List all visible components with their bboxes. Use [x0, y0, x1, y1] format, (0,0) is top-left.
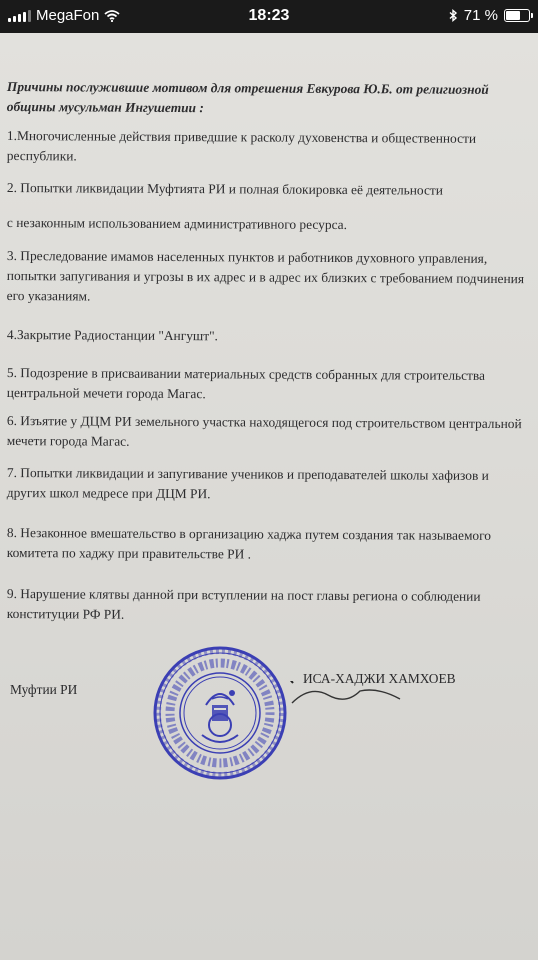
document-page — [0, 33, 538, 960]
status-time: 18:23 — [248, 7, 290, 24]
status-bar — [0, 0, 538, 33]
document-item-1: 1.Многочисленные действия приведшие к расколу духовенства и общественности республики. — [6, 127, 477, 164]
battery-fill — [506, 11, 520, 20]
battery-percent: 71 % — [463, 7, 498, 24]
document-item-6: 6. Изъятие у ДЦМ РИ земельного участка находящегося под строительством центральной мечети города Магас. — [6, 412, 522, 449]
bluetooth-icon — [449, 9, 458, 22]
official-seal-stamp — [152, 645, 288, 781]
document-item-7: 7. Попытки ликвидации и запугивание учеников и преподавателей школы хафизов и других школ медресе при ДЦМ РИ. — [6, 464, 489, 502]
document-item-8: 8. Незаконное вмешательство в организацию хаджа путем создания так называемого комитета по хаджу при правительстве РИ . — [6, 525, 492, 562]
signature-label: Муфтии РИ — [10, 682, 78, 697]
document-item-9: 9. Нарушение клятвы данной при вступлении на пост главы региона о соблюдении конституции РФ РИ. — [6, 585, 481, 622]
signer-name: ИСА-ХАДЖИ ХАМХОЕВ — [303, 671, 456, 686]
carrier-name: MegaFon — [36, 7, 100, 24]
document-item-2: 2. Попытки ликвидации Муфтията РИ и полная блокировка её деятельности — [6, 179, 444, 198]
document-item-5: 5. Подозрение в присваивании материальных средств собранных для строительства центральной мечети города Магас. — [6, 364, 486, 402]
status-right — [449, 7, 530, 24]
document-item-4: 4.Закрытие Радиостанции "Ангушт". — [6, 326, 218, 344]
battery-icon — [504, 9, 530, 22]
document-item-3: 3. Преследование имамов населенных пунктов и работников духовного управления, попытки запугивания и угрозы в их адрес и в адрес их близких с требованием подчинения его указаниям. — [6, 247, 525, 304]
document-item-2-continued: с незаконным использованием административного ресурса. — [6, 214, 348, 233]
document-heading: Причины послужившие мотивом для отрешения Евкурова Ю.Б. от религиозной общины мусульман Ингушетии : — [6, 78, 489, 116]
